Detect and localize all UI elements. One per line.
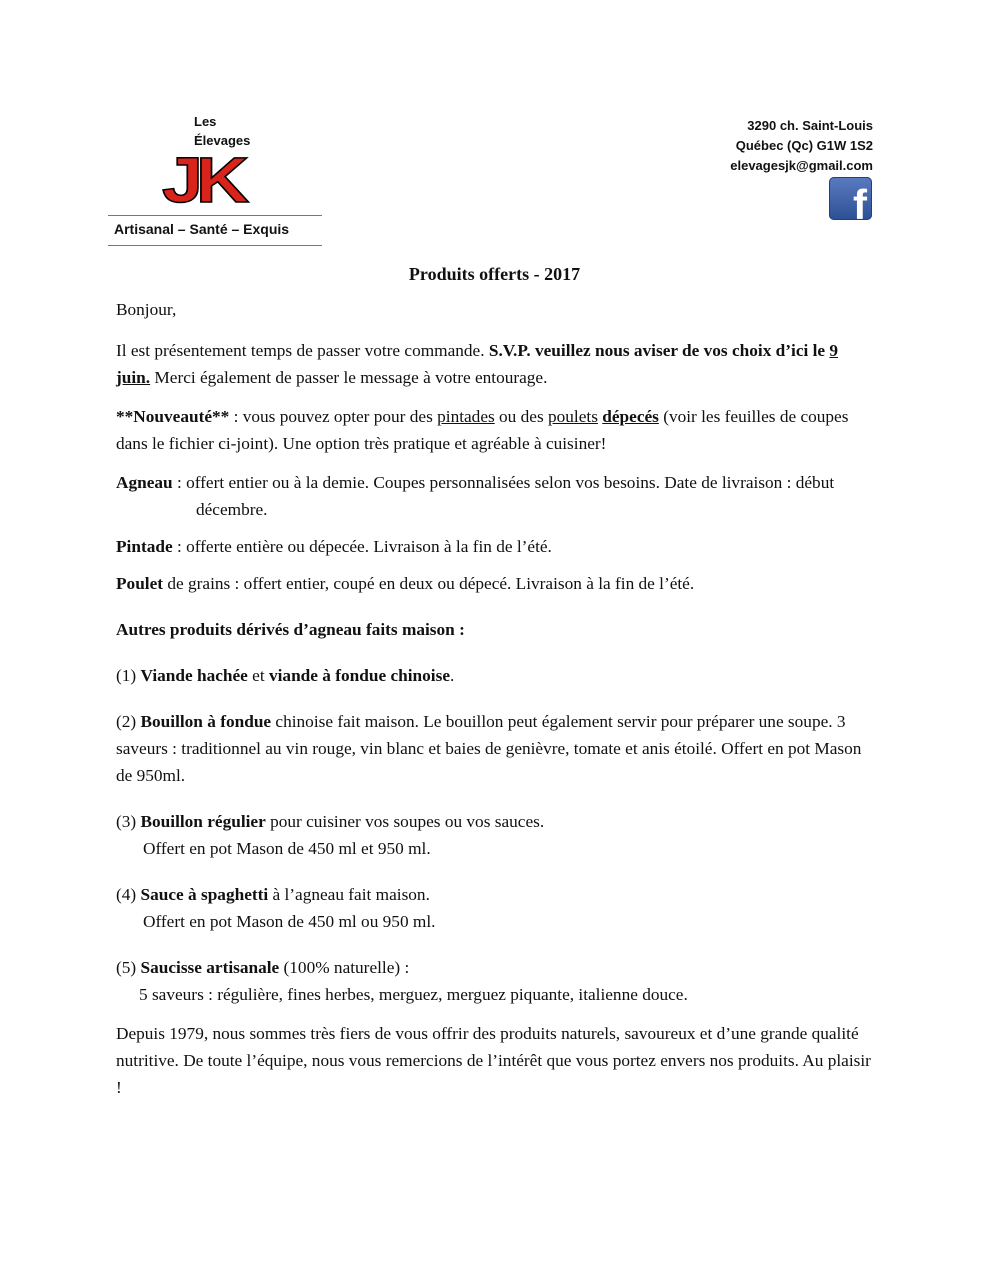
logo-elevages: Élevages	[194, 133, 251, 148]
greeting: Bonjour,	[116, 300, 177, 319]
nouveaute-text-2: ou des	[494, 407, 548, 426]
item-text: à l’agneau fait maison.	[268, 885, 430, 904]
item-text: (100% naturelle) :	[279, 958, 410, 977]
letter-body	[116, 296, 876, 1101]
list-item	[116, 881, 876, 935]
item-name: Bouillon à fondue	[140, 712, 272, 731]
item-name: Bouillon régulier	[140, 812, 266, 831]
address-email[interactable]: elevagesjk@gmail.com	[730, 158, 873, 173]
poulet-paragraph	[116, 570, 876, 597]
list-item	[116, 808, 876, 862]
intro-deadline: 9 juin.	[116, 341, 839, 387]
nouveaute-poulets: poulets	[548, 407, 598, 426]
facebook-glyph: f	[853, 181, 867, 220]
intro-paragraph	[116, 337, 876, 391]
closing-paragraph: Depuis 1979, nous sommes très fiers de vous offrir des produits naturels, savoureux et d’une grande qualité nutritive. De toute l’équipe, nous vous remercions de l’intérêt que vous portez envers nos produits. Au plaisir !	[116, 1024, 871, 1097]
item-number: (1)	[116, 666, 141, 685]
company-address	[730, 116, 873, 176]
nouveaute-text-1: : vous pouvez opter pour des	[229, 407, 438, 426]
address-street: 3290 ch. Saint-Louis	[747, 118, 873, 133]
nouveaute-paragraph	[116, 403, 876, 457]
item-name: Saucisse artisanale	[140, 958, 280, 977]
page-title: Produits offerts - 2017	[408, 264, 581, 284]
item-text: et	[247, 666, 269, 685]
nouveaute-pintades: pintades	[437, 407, 495, 426]
item-text: pour cuisiner vos soupes ou vos sauces.	[265, 812, 545, 831]
pintade-text: : offerte entière ou dépecée. Livraison à la fin de l’été.	[172, 537, 552, 556]
item-detail: Offert en pot Mason de 450 ml et 950 ml.	[143, 839, 431, 858]
item-number: (2)	[116, 712, 141, 731]
agneau-paragraph	[116, 469, 876, 523]
logo-tagline: Artisanal – Santé – Exquis	[114, 221, 290, 237]
item-number: (5)	[116, 958, 141, 977]
nouveaute-text-4: (voir les feuilles de coupes dans le fichier ci-joint). Une option très pratique et agréable à cuisiner!	[116, 407, 849, 453]
item-text: chinoise fait maison. Le bouillon peut également servir pour préparer une soupe. 3 saveurs : traditionnel au vin rouge, vin blanc et baies de genièvre, tomate et anis étoilé. Offert en pot Mason de 950ml.	[116, 712, 862, 785]
autres-heading: Autres produits dérivés d’agneau faits maison :	[116, 620, 465, 639]
item-number: (4)	[116, 885, 141, 904]
item-detail: 5 saveurs : régulière, fines herbes, merguez, merguez piquante, italienne douce.	[139, 985, 688, 1004]
nouveaute-depeces: dépecés	[602, 407, 659, 426]
logo-divider-bottom	[108, 245, 322, 246]
poulet-text: de grains : offert entier, coupé en deux ou dépecé. Livraison à la fin de l’été.	[163, 574, 695, 593]
item-name-2: viande à fondue chinoise	[268, 666, 450, 685]
list-item	[116, 954, 876, 1008]
logo-les: Les	[194, 114, 217, 129]
item-text-2: .	[450, 666, 455, 685]
list-item	[116, 708, 876, 789]
nouveaute-label: **Nouveauté**	[116, 407, 230, 426]
logo-jk-mark: JK	[162, 144, 243, 216]
agneau-label: Agneau	[116, 473, 173, 492]
intro-text-1: Il est présentement temps de passer votre commande.	[116, 341, 489, 360]
address-city: Québec (Qc) G1W 1S2	[735, 138, 873, 153]
list-item	[116, 662, 876, 689]
item-number: (3)	[116, 812, 141, 831]
pintade-paragraph	[116, 533, 876, 560]
intro-text-2: Merci également de passer le message à votre entourage.	[150, 368, 548, 387]
item-name: Sauce à spaghetti	[140, 885, 269, 904]
pintade-label: Pintade	[116, 537, 173, 556]
facebook-icon[interactable]	[829, 177, 872, 220]
item-name: Viande hachée	[140, 666, 248, 685]
agneau-text: : offert entier ou à la demie. Coupes personnalisées selon vos besoins. Date de livraison : début décembre.	[172, 473, 835, 519]
item-detail: Offert en pot Mason de 450 ml ou 950 ml.	[143, 912, 436, 931]
intro-request: S.V.P. veuillez nous aviser de vos choix d’ici le	[488, 341, 830, 360]
logo-divider-top	[108, 215, 322, 216]
poulet-label: Poulet	[116, 574, 164, 593]
company-logo	[108, 112, 324, 252]
